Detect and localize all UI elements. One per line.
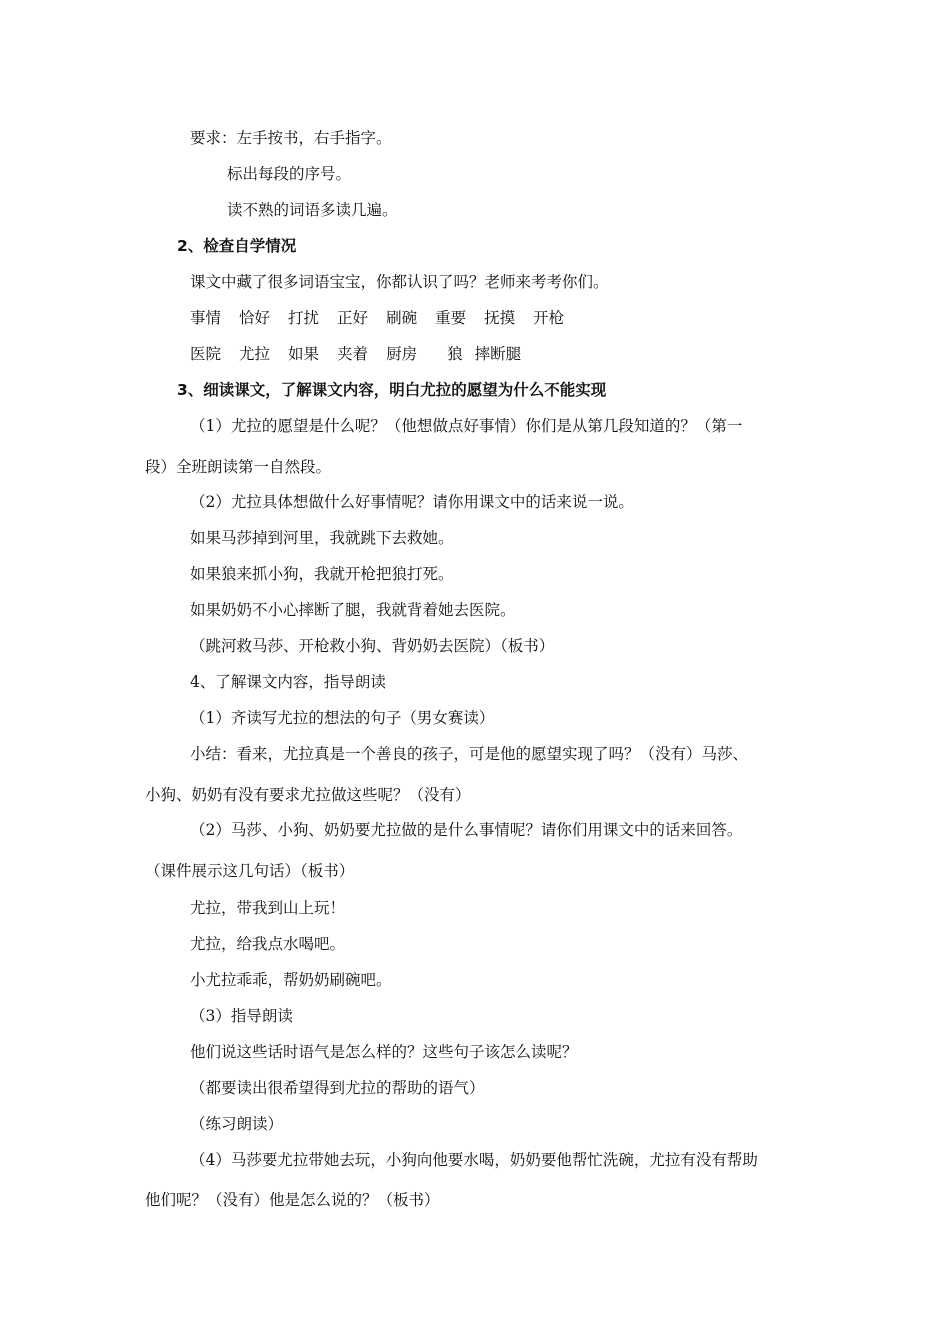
word-item: 打扰 — [288, 309, 320, 327]
text-line: （2）马莎、小狗、奶奶要尤拉做的是什么事情呢？请你们用课文中的话来回答。 — [190, 821, 743, 839]
text-line: 读不熟的词语多读几遍。 — [227, 201, 398, 219]
section-heading: 2、检查自学情况 — [177, 237, 297, 255]
text-line: 如果狼来抓小狗，我就开枪把狼打死。 — [190, 565, 454, 583]
word-item: 重要 — [435, 309, 467, 327]
text-line: （4）马莎要尤拉带她去玩，小狗向他要水喝，奶奶要他帮忙洗碗，尤拉有没有帮助 — [190, 1151, 758, 1169]
text-line: 尤拉，带我到山上玩！ — [190, 899, 346, 917]
word-list-row-1 — [190, 308, 582, 328]
word-item: 摔断腿 — [474, 345, 522, 363]
text-line: 尤拉，给我点水喝吧。 — [190, 935, 346, 953]
text-line: 要求：左手按书，右手指字。 — [190, 129, 392, 147]
text-line: （3）指导朗读 — [190, 1007, 293, 1025]
section-heading: 4、了解课文内容，指导朗读 — [190, 673, 386, 691]
word-list-row-2 — [190, 344, 539, 364]
section-heading: 3、细读课文，了解课文内容，明白尤拉的愿望为什么不能实现 — [177, 381, 607, 399]
text-line: 他们说这些话时语气是怎么样的？这些句子该怎么读呢？ — [190, 1043, 578, 1061]
text-line: （都要读出很希望得到尤拉的帮助的语气） — [190, 1079, 485, 1097]
word-item: 厨房 — [386, 345, 418, 363]
text-line: （课件展示这几句话）（板书） — [145, 862, 355, 880]
text-line: （1）尤拉的愿望是什么呢？（他想做点好事情）你们是从第几段知道的？（第一 — [190, 417, 743, 435]
text-line: （跳河救马莎、开枪救小狗、背奶奶去医院）（板书） — [190, 637, 555, 655]
text-line: （练习朗读） — [190, 1115, 284, 1133]
text-line: 如果马莎掉到河里，我就跳下去救她。 — [190, 529, 454, 547]
word-item: 狼 — [447, 345, 463, 363]
text-line: （2）尤拉具体想做什么好事情呢？请你用课文中的话来说一说。 — [190, 493, 634, 511]
text-line: 小尤拉乖乖，帮奶奶刷碗吧。 — [190, 971, 392, 989]
text-line: 他们呢？（没有）他是怎么说的？（板书） — [145, 1191, 440, 1209]
text-line: 小狗、奶奶有没有要求尤拉做这些呢？（没有） — [145, 786, 471, 804]
word-item: 开枪 — [533, 309, 565, 327]
word-item: 恰好 — [239, 309, 271, 327]
text-line: 段）全班朗读第一自然段。 — [145, 458, 332, 476]
word-item: 如果 — [288, 345, 320, 363]
word-item: 刷碗 — [386, 309, 418, 327]
word-item: 尤拉 — [239, 345, 271, 363]
word-item: 夹着 — [337, 345, 369, 363]
text-line: 如果奶奶不小心摔断了腿，我就背着她去医院。 — [190, 601, 516, 619]
word-item: 抚摸 — [484, 309, 516, 327]
text-line: 小结：看来，尤拉真是一个善良的孩子，可是他的愿望实现了吗？（没有）马莎、 — [190, 745, 749, 763]
word-item: 医院 — [190, 345, 222, 363]
text-line: 课文中藏了很多词语宝宝，你都认识了吗？老师来考考你们。 — [190, 273, 609, 291]
text-line: 标出每段的序号。 — [227, 165, 352, 183]
word-item: 正好 — [337, 309, 369, 327]
text-line: （1）齐读写尤拉的想法的句子（男女赛读） — [190, 709, 495, 727]
word-item: 事情 — [190, 309, 222, 327]
